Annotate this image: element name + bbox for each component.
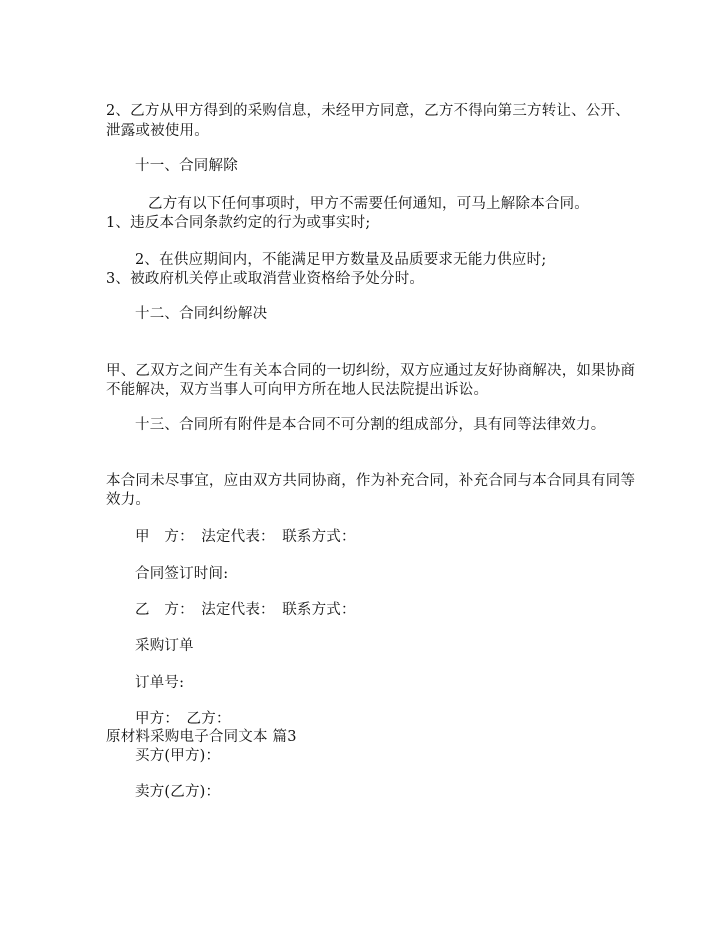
party-b-signature-line: 乙 方： 法定代表： 联系方式： bbox=[135, 602, 356, 618]
section-12-body-line-1: 甲、乙双方之间产生有关本合同的一切纠纷，双方应通过友好协商解决，如果协商 bbox=[106, 363, 636, 379]
section-13-text: 十三、合同所有附件是本合同不可分割的组成部分，具有同等法律效力。 bbox=[135, 417, 606, 433]
section-11-item-2: 2、在供应期间内，不能满足甲方数量及品质要求无能力供应时; bbox=[135, 252, 547, 268]
buyer-line: 买方(甲方)： bbox=[135, 748, 221, 764]
signing-date-line: 合同签订时间: bbox=[135, 566, 229, 582]
section-11-intro: 乙方有以下任何事项时，甲方不需要任何通知，可马上解除本合同。 bbox=[148, 196, 589, 212]
section-11-item-1: 1、违反本合同条款约定的行为或事实时; bbox=[106, 215, 371, 231]
order-number-line: 订单号: bbox=[135, 675, 185, 691]
section-12-body-line-2: 不能解决，双方当事人可向甲方所在地人民法院提出诉讼。 bbox=[106, 382, 489, 398]
section-11-item-3: 3、被政府机关停止或取消营业资格给予处分时。 bbox=[106, 271, 425, 287]
article-3-title: 原材料采购电子合同文本 篇3 bbox=[106, 729, 297, 745]
purchase-order-title: 采购订单 bbox=[135, 638, 194, 654]
clause-2-line-1: 2、乙方从甲方得到的采购信息，未经甲方同意，乙方不得向第三方转让、公开、 bbox=[106, 103, 630, 119]
supplementary-line-1: 本合同未尽事宜，应由双方共同协商，作为补充合同，补充合同与本合同具有同等 bbox=[106, 473, 636, 489]
seller-line: 卖方(乙方)： bbox=[135, 784, 221, 800]
clause-2-line-2: 泄露或被使用。 bbox=[106, 123, 209, 139]
section-12-heading: 十二、合同纠纷解决 bbox=[135, 306, 268, 322]
section-11-heading: 十一、合同解除 bbox=[135, 158, 238, 174]
order-parties-line: 甲方： 乙方： bbox=[135, 711, 231, 727]
party-a-signature-line: 甲 方： 法定代表： 联系方式： bbox=[135, 529, 356, 545]
supplementary-line-2: 效力。 bbox=[106, 492, 151, 508]
